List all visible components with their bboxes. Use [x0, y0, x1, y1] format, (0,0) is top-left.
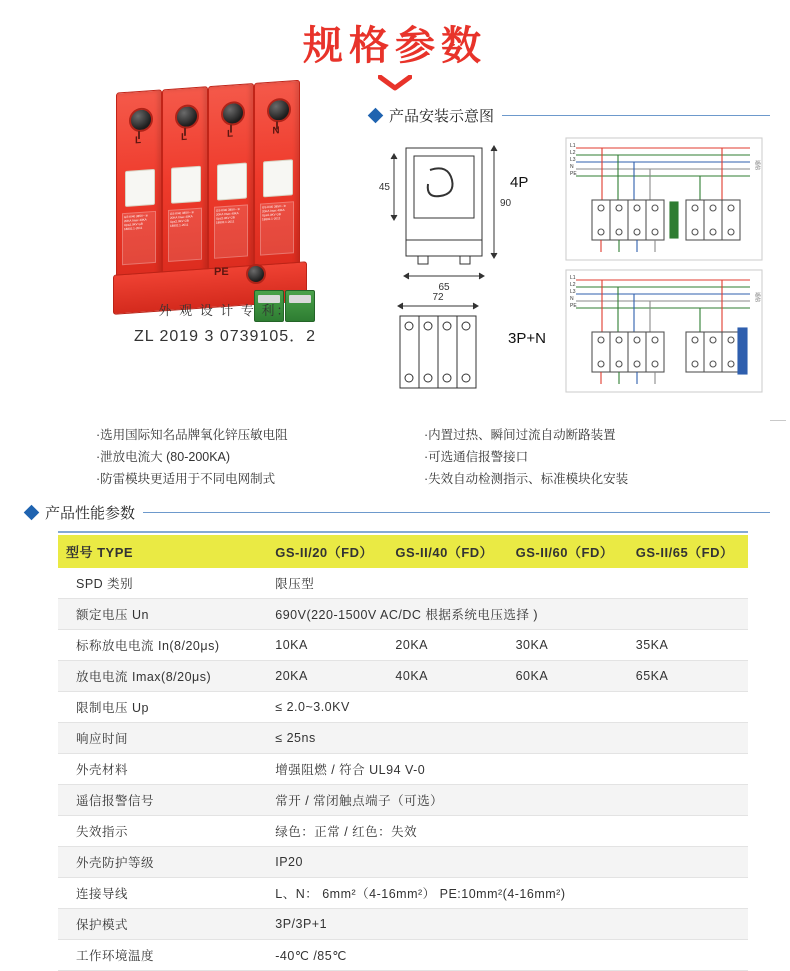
row-label: 放电电流 Imax(8/20μs) — [58, 661, 267, 692]
table-row — [58, 878, 748, 909]
feature-item: ·防雷模块更适用于不同电网制式 — [96, 472, 276, 486]
spd-device-body — [116, 79, 306, 312]
table-row — [58, 785, 748, 816]
pole-letter: N — [272, 125, 280, 137]
terminal-screw-icon — [267, 97, 291, 123]
install-diagram-heading — [370, 105, 770, 126]
row-value: 限压型 — [267, 568, 748, 599]
row-value: ≤ 2.0~3.0KV — [267, 692, 748, 723]
heading-rule — [143, 512, 770, 513]
svg-text:L1: L1 — [570, 275, 576, 281]
table-row — [58, 661, 748, 692]
row-label: 外壳防护等级 — [58, 847, 267, 878]
module-label: GS-II/40 385V~ In 20KA Imax 40KA Up≤2.0KV GB 18802.1-2011 — [260, 201, 294, 255]
product-photo — [96, 78, 336, 338]
spec-table-body — [58, 535, 748, 971]
row-value: 40KA — [387, 661, 507, 692]
row-value: 30KA — [508, 630, 628, 661]
row-label: 额定电压 Un — [58, 599, 267, 630]
svg-text:L3: L3 — [570, 157, 576, 163]
divider — [770, 420, 786, 421]
params-heading — [26, 502, 770, 523]
module-label: GS-II/40 385V~ In 20KA Imax 40KA Up≤2.0KV GB 18802.1-2011 — [168, 208, 202, 262]
row-value: 35KA — [628, 630, 748, 661]
svg-text:65: 65 — [438, 282, 450, 293]
svg-text:PE: PE — [570, 303, 577, 309]
table-top-rule — [58, 531, 748, 533]
terminal-screw-icon — [221, 101, 245, 127]
table-row — [58, 723, 748, 754]
diamond-bullet-icon — [24, 505, 40, 521]
table-row — [58, 599, 748, 630]
row-value: L、N： 6mm²（4-16mm²） PE:10mm²(4-16mm²) — [267, 878, 748, 909]
row-label: 连接导线 — [58, 878, 267, 909]
section-title: 产品安装示意图 — [389, 108, 495, 125]
spd-module — [116, 89, 162, 299]
page-title: 规格参数 — [303, 24, 487, 68]
feature-column-left — [96, 424, 396, 490]
feature-item: ·选用国际知名品牌氧化锌压敏电阻 — [96, 428, 288, 442]
row-label: 标称放电电流 In(8/20μs) — [58, 630, 267, 661]
terminal-window — [125, 169, 155, 207]
row-value: 绿色：正常 / 红色：失效 — [267, 816, 748, 847]
table-row — [58, 940, 748, 971]
feature-column-right — [424, 424, 764, 490]
row-value: IP20 — [267, 847, 748, 878]
table-row — [58, 909, 748, 940]
svg-text:L1: L1 — [570, 143, 576, 149]
row-value: -40℃ /85℃ — [267, 940, 748, 971]
patent-number: ZL 2019 3 0739105．2 — [133, 328, 317, 345]
row-label: SPD 类别 — [58, 568, 267, 599]
svg-text:遥信: 遥信 — [754, 160, 760, 171]
row-value: 20KA — [267, 661, 387, 692]
table-header-cell: GS-II/60（FD） — [508, 535, 628, 568]
table-row — [58, 692, 748, 723]
table-row — [58, 754, 748, 785]
svg-text:45: 45 — [378, 182, 390, 193]
spd-module — [162, 86, 208, 296]
svg-text:N: N — [570, 296, 574, 302]
table-header-cell: GS-II/20（FD） — [267, 535, 387, 568]
table-header-cell: GS-II/65（FD） — [628, 535, 748, 568]
row-label: 失效指示 — [58, 816, 267, 847]
terminal-window — [171, 166, 201, 204]
chevron-down-icon — [378, 75, 412, 91]
row-value: ≤ 25ns — [267, 723, 748, 754]
terminal-window — [263, 159, 293, 197]
section-title: 产品性能参数 — [45, 505, 136, 522]
pole-letter: L — [180, 131, 188, 144]
terminal-window — [217, 162, 247, 200]
table-row — [58, 630, 748, 661]
spec-table — [58, 535, 748, 971]
row-value: 常开 / 常闭触点端子（可选） — [267, 785, 748, 816]
module-label: GS-II/40 385V~ In 20KA Imax 40KA Up≤2.0KV GB 18802.1-2011 — [214, 204, 248, 258]
heading-rule — [502, 115, 770, 116]
spd-module — [254, 80, 300, 290]
table-row — [58, 568, 748, 599]
module-label: GS-II/40 385V~ In 20KA Imax 40KA Up≤2.0KV GB 18802.1-2011 — [122, 211, 156, 265]
svg-text:L3: L3 — [570, 289, 576, 295]
table-header-row — [58, 535, 748, 568]
patent-info — [100, 300, 350, 346]
pe-label: PE — [214, 266, 229, 278]
feature-item: ·可选通信报警接口 — [424, 450, 529, 464]
diagram-label-4p: 4P — [510, 174, 529, 191]
svg-text:L2: L2 — [570, 282, 576, 288]
svg-text:PE: PE — [570, 171, 577, 177]
svg-text:遥信: 遥信 — [754, 292, 760, 303]
feature-item: ·泄放电流大 (80-200KA) — [96, 450, 231, 464]
feature-item: ·内置过热、瞬间过流自动断路装置 — [424, 428, 616, 442]
row-value: 65KA — [628, 661, 748, 692]
row-value: 增强阻燃 / 符合 UL94 V-0 — [267, 754, 748, 785]
terminal-screw-icon — [129, 107, 153, 133]
svg-text:72: 72 — [432, 292, 444, 303]
install-diagram — [370, 130, 776, 405]
row-label: 遥信报警信号 — [58, 785, 267, 816]
row-label: 限制电压 Up — [58, 692, 267, 723]
diamond-bullet-icon — [368, 108, 384, 124]
row-label: 响应时间 — [58, 723, 267, 754]
pe-terminal-screw-icon — [246, 264, 266, 284]
diagram-label-3pn: 3P+N — [508, 330, 546, 347]
terminal-screw-icon — [175, 104, 199, 130]
table-row — [58, 847, 748, 878]
svg-text:N: N — [570, 164, 574, 170]
table-header-cell: GS-II/40（FD） — [387, 535, 507, 568]
patent-label: 外 观 设 计 专 利： — [158, 303, 292, 318]
row-value: 3P/3P+1 — [267, 909, 748, 940]
row-label: 保护模式 — [58, 909, 267, 940]
table-row — [58, 816, 748, 847]
row-label: 工作环境温度 — [58, 940, 267, 971]
row-value: 60KA — [508, 661, 628, 692]
row-value: 10KA — [267, 630, 387, 661]
pole-letter: L — [226, 128, 234, 140]
spd-module — [208, 83, 254, 293]
install-diagram-svg — [370, 130, 776, 405]
feature-item: ·失效自动检测指示、标准模块化安装 — [424, 472, 629, 486]
row-value: 20KA — [387, 630, 507, 661]
row-label: 外壳材料 — [58, 754, 267, 785]
row-value: 690V(220-1500V AC/DC 根据系统电压选择 ) — [267, 599, 748, 630]
svg-text:L2: L2 — [570, 150, 576, 156]
feature-list — [96, 424, 776, 490]
pole-letter: L — [134, 134, 142, 147]
svg-text:90: 90 — [500, 198, 512, 209]
table-header-cell: 型号 TYPE — [58, 535, 267, 568]
